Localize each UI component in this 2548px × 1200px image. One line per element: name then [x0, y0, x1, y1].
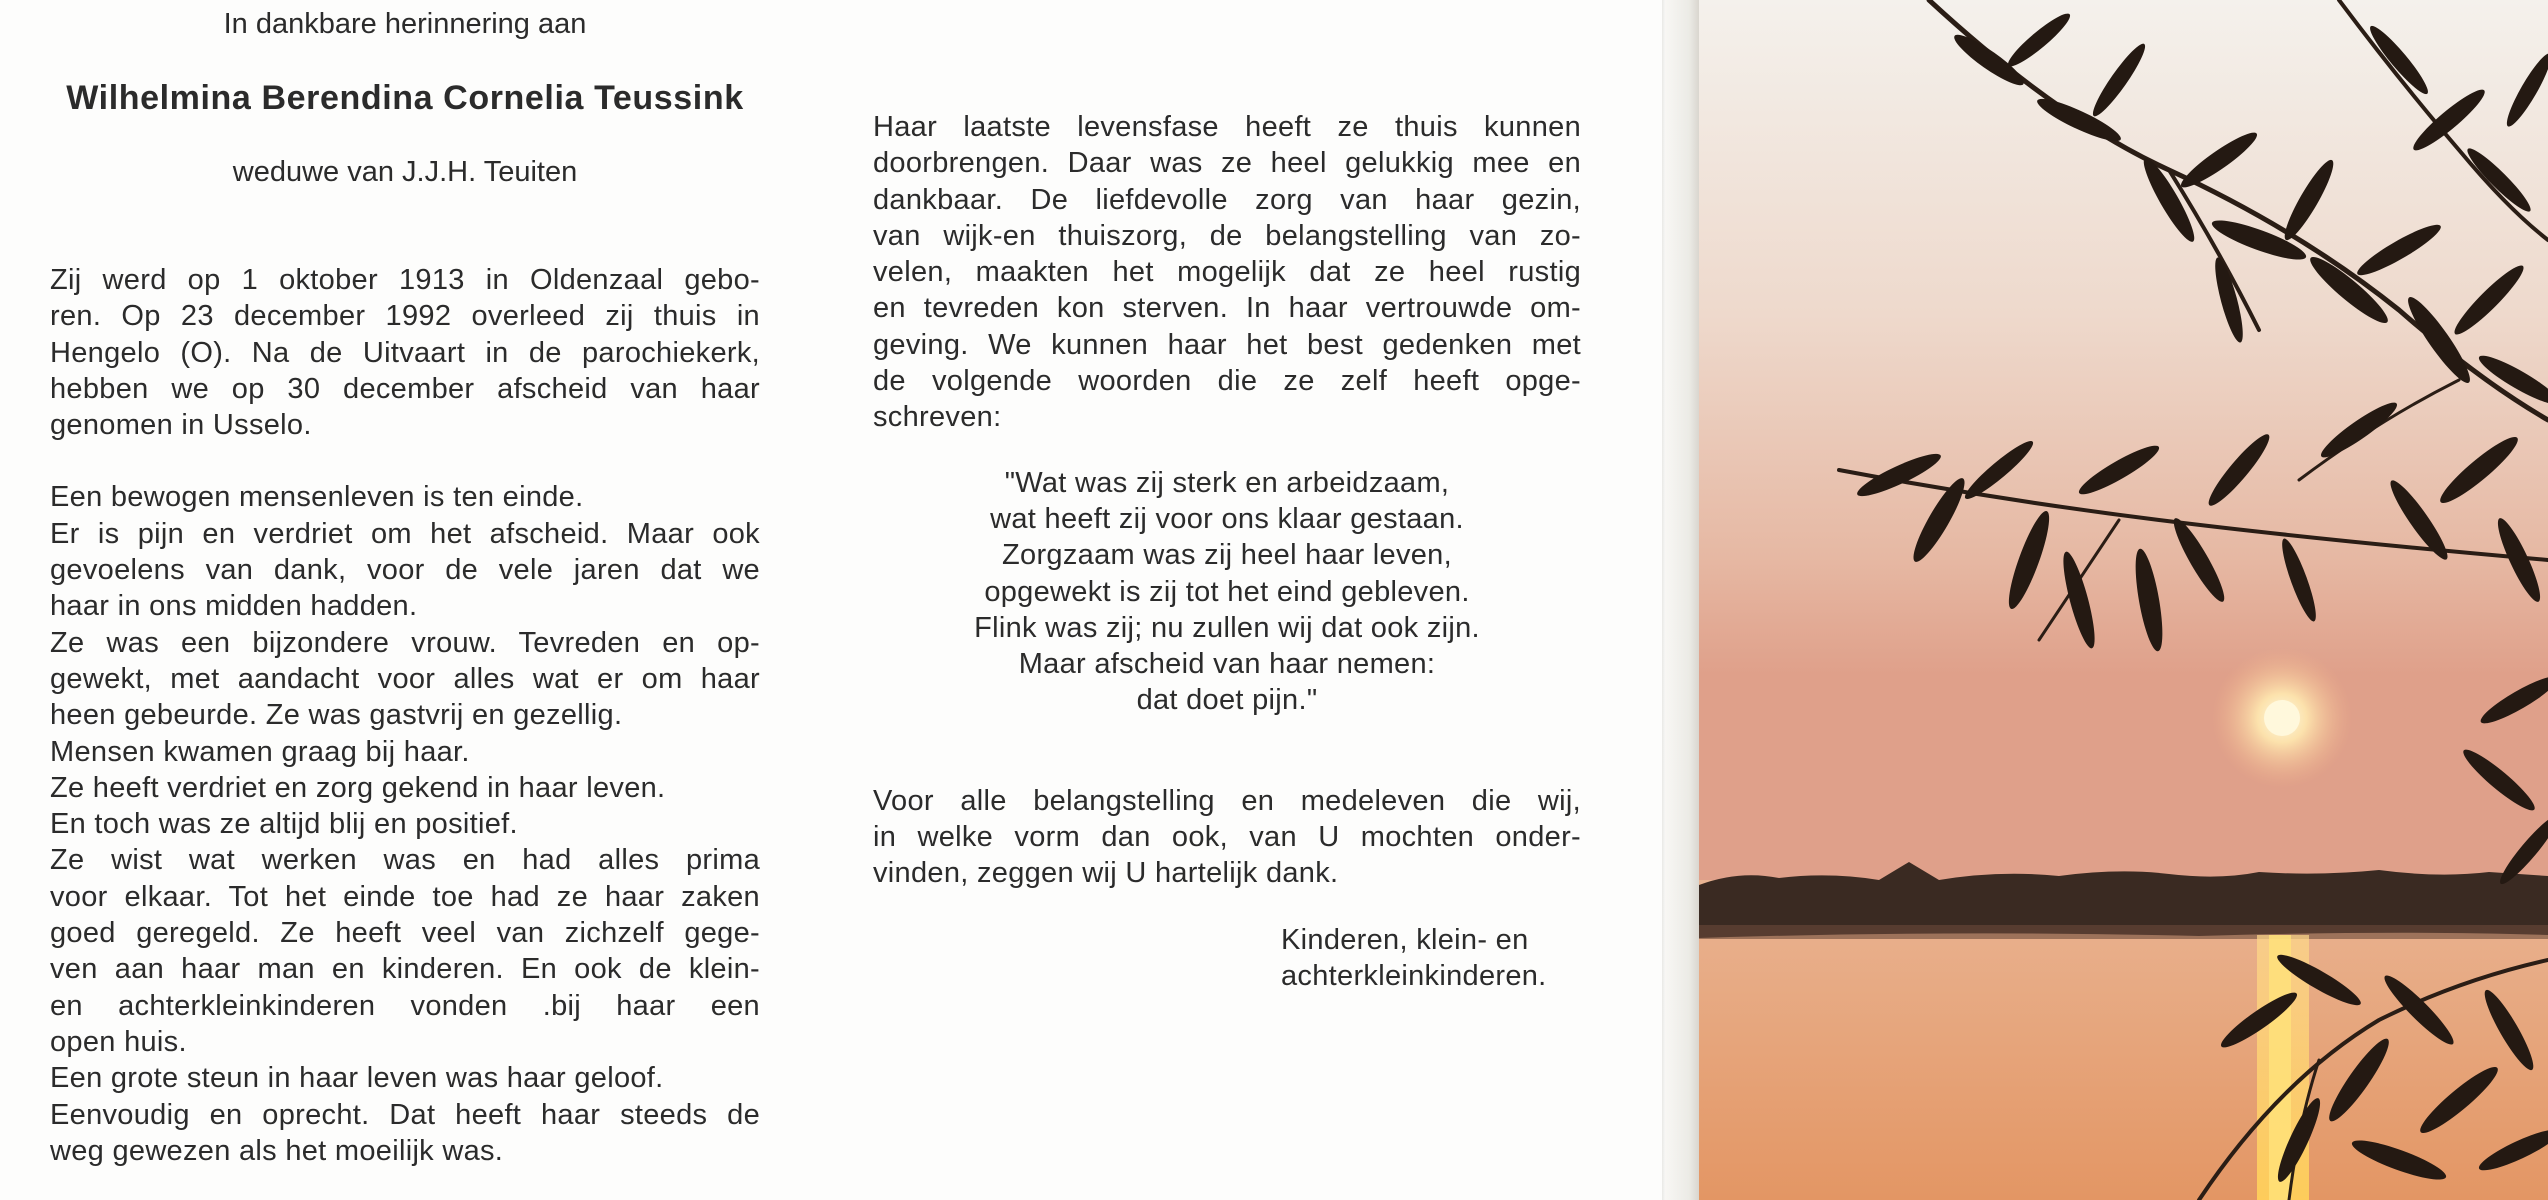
poem-line: dat doet pijn.": [1136, 684, 1318, 717]
text-line: Haar laatste levensfase heeft ze thuis kunnen: [873, 111, 1581, 143]
text-line: haar in ons midden hadden.: [50, 590, 418, 623]
text-line: en achterkleinkinderen vonden .bij haar een: [50, 989, 760, 1022]
text-line: in welke vorm dan ook, van U mochten onder-: [873, 821, 1581, 854]
deceased-name: Wilhelmina Berendina Cornelia Teussink: [66, 79, 744, 117]
text-line: hebben we op 30 december afscheid van haar: [50, 372, 760, 405]
poem-line: Maar afscheid van haar nemen:: [1018, 648, 1436, 681]
text-line: weg gewezen als het moeilijk was.: [50, 1134, 504, 1167]
intro-line: In dankbare herinnering aan: [223, 8, 587, 40]
right-text-column: [873, 109, 1581, 994]
text-line: dankbaar. De liefdevolle zorg van haar gezin,: [873, 183, 1581, 216]
text-line: Een grote steun in haar leven was haar geloof.: [50, 1062, 664, 1095]
text-line: Ze heeft verdriet en zorg gekend in haar leven.: [50, 771, 666, 804]
text-line: velen, maakten het mogelijk dat ze heel rustig: [873, 256, 1581, 289]
sunset-photo: [1699, 0, 2548, 1200]
text-line: Ze was een bijzondere vrouw. Tevreden en op-: [50, 626, 760, 659]
poem: [873, 465, 1581, 719]
birth-death-paragraph: [50, 262, 760, 443]
text-line: Een bewogen mensenleven is ten einde.: [50, 481, 584, 514]
text-line: open huis.: [50, 1025, 187, 1058]
text-line: gewekt, met aandacht voor alles wat er om haar: [50, 662, 760, 695]
text-line: heen gebeurde. Ze was gastvrij en gezellig.: [50, 699, 623, 732]
poem-line: "Wat was zij sterk en arbeidzaam,: [1004, 466, 1450, 499]
text-line: geving. We kunnen haar het best gedenken met: [873, 328, 1581, 361]
thanks-paragraph: [873, 783, 1581, 892]
text-line: ven aan haar man en kinderen. En ook de klein-: [50, 953, 760, 986]
text-line: en tevreden kon sterven. In haar vertrouwde om-: [873, 292, 1581, 325]
card-cover-edge: [1665, 0, 1699, 1200]
last-phase-paragraph: [873, 109, 1581, 436]
text-line: ren. Op 23 december 1992 overleed zij thuis in: [50, 300, 760, 333]
text-line: Mensen kwamen graag bij haar.: [50, 735, 470, 768]
text-line: doorbrengen. Daar was ze heel gelukkig mee en: [873, 147, 1581, 180]
text-line: En toch was ze altijd blij en positief.: [50, 808, 518, 841]
text-line: genomen in Usselo.: [50, 409, 312, 442]
left-text-column: [50, 262, 760, 1169]
text-line: Ze wist wat werken was en had alles prima: [50, 844, 760, 877]
text-line: van wijk-en thuiszorg, de belangstelling van zo-: [873, 219, 1581, 252]
life-paragraph: [50, 479, 760, 1169]
text-line: voor elkaar. Tot het einde toe had ze haar zaken: [50, 880, 760, 913]
text-line: gevoelens van dank, voor de vele jaren dat we: [50, 554, 760, 587]
text-line: de volgende woorden die ze zelf heeft opge-: [873, 365, 1581, 398]
text-line: Hengelo (O). Na de Uitvaart in de parochiekerk,: [50, 336, 760, 369]
signature-line: Kinderen, klein- en: [1281, 923, 1529, 956]
widow-line: weduwe van J.J.H. Teuiten: [232, 156, 578, 188]
poem-line: Flink was zij; nu zullen wij dat ook zijn.: [974, 611, 1480, 644]
text-line: schreven:: [873, 401, 1002, 434]
poem-line: Zorgzaam was zij heel haar leven,: [1002, 539, 1452, 572]
text-line: Voor alle belangstelling en medeleven die wij,: [873, 784, 1581, 817]
text-line: Er is pijn en verdriet om het afscheid. Maar ook: [50, 517, 760, 550]
signature-line: achterkleinkinderen.: [1281, 959, 1547, 992]
poem-line: wat heeft zij voor ons klaar gestaan.: [990, 502, 1464, 535]
text-line: Zij werd op 1 oktober 1913 in Oldenzaal gebo-: [50, 264, 760, 296]
poem-line: opgewekt is zij tot het eind gebleven.: [984, 575, 1470, 608]
text-line: goed geregeld. Ze heeft veel van zichzelf gege-: [50, 917, 760, 950]
text-line: vinden, zeggen wij U hartelijk dank.: [873, 857, 1339, 890]
text-line: Eenvoudig en oprecht. Dat heeft haar steeds de: [50, 1098, 760, 1131]
signature-block: [1281, 922, 1581, 995]
